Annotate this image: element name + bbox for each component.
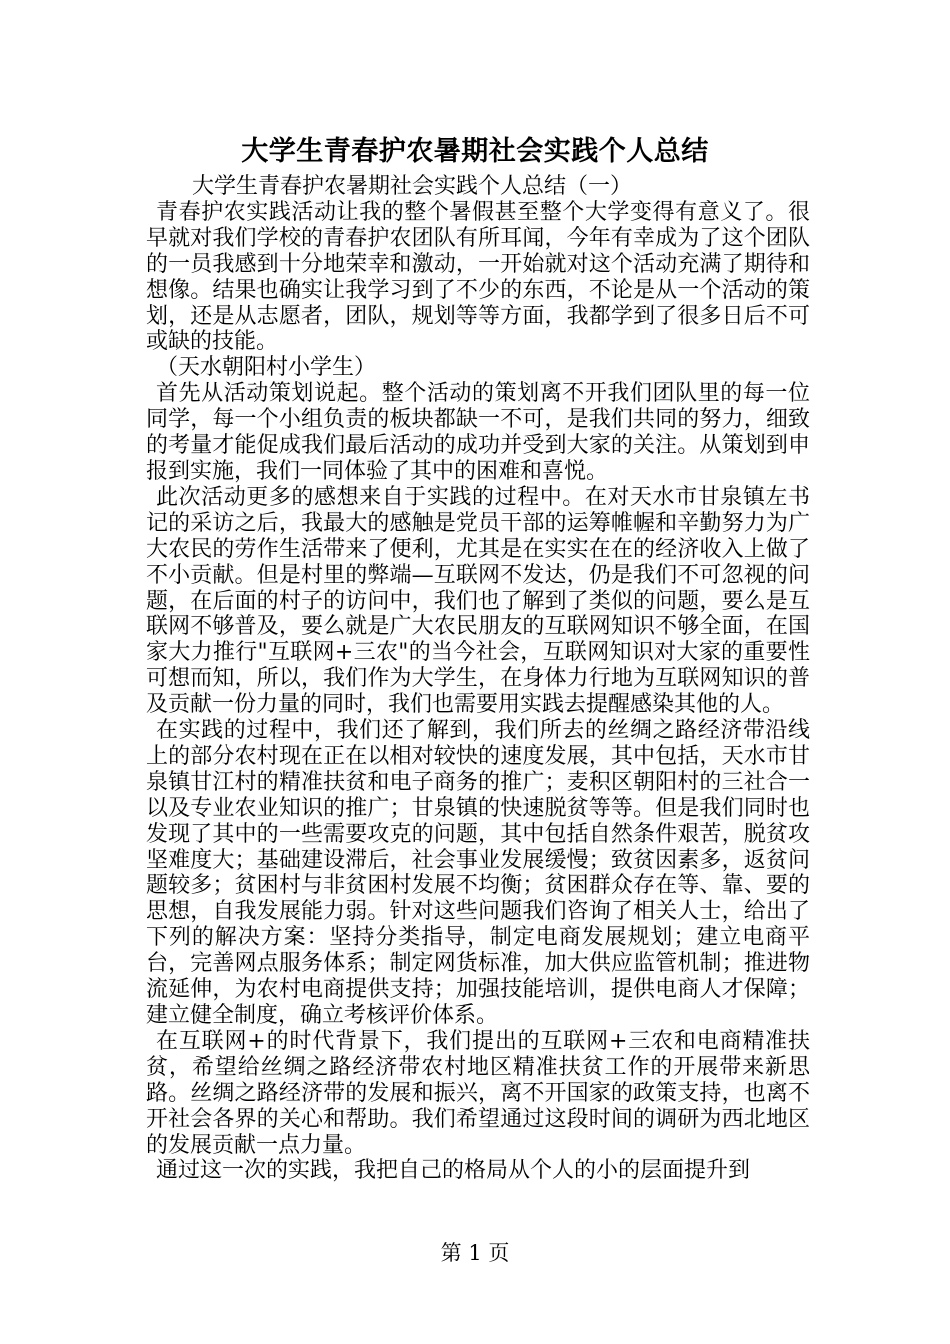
paragraph-6: 通过这一次的实践，我把自己的格局从个人的小的层面提升到 [156,1158,751,1184]
paragraph-4: 在实践的过程中，我们还了解到，我们所去的丝绸之路经济带沿线上的部分农村现在正在以相对较快的速度发展，其中包括，天水市甘泉镇甘江村的精准扶贫和电子商务的推广；麦积区朝阳村的三社合一以及专业农业知识的推广；甘泉镇的快速脱贫等等。但是我们同时也发现了其中的一些需要攻克的问题，其中包括自然条件艰苦，脱贫攻坚难度大；基础建设滞后，社会事业发展缓慢；致贫因素多，返贫问题较多；贫困村与非贫困村发展不均衡；贫困群众存在等、靠、要的思想，自我发展能力弱。针对这些问题我们咨询了相关人士，给出了下列的解决方案：坚持分类指导，制定电商发展规划；建立电商平台，完善网点服务体系；制定网货标准，加大供应监管机制；推进物流延伸，为农村电商提供支持；加强技能培训，提供电商人才保障；建立健全制度，确立考核评价体系。 [146,718,810,1028]
paragraph-2: 首先从活动策划说起。整个活动的策划离不开我们团队里的每一位同学，每一个小组负责的板块都缺一不可，是我们共同的努力，细致的考量才能促成我们最后活动的成功并受到大家的关注。从策划到申报到实施，我们一同体验了其中的困难和喜悦。 [146,381,810,484]
paragraph-5: 在互联网+的时代背景下，我们提出的互联网+三农和电商精准扶贫，希望给丝绸之路经济带农村地区精准扶贫工作的开展带来新思路。丝绸之路经济带的发展和振兴，离不开国家的政策支持，也离不开社会各界的关心和帮助。我们希望通过这段时间的调研为西北地区的发展贡献一点力量。 [146,1028,810,1158]
photo-caption: （天水朝阳村小学生） [156,355,377,381]
document-title: 大学生青春护农暑期社会实践个人总结 [241,136,709,167]
document-body [146,174,810,1184]
paragraph-3: 此次活动更多的感想来自于实践的过程中。在对天水市甘泉镇左书记的采访之后，我最大的感触是党员干部的运筹帷幄和辛勤努力为广大农民的劳作生活带来了便利，尤其是在实实在在的经济收入上做了不小贡献。但是村里的弊端—互联网不发达，仍是我们不可忽视的问题，在后面的村子的访问中，我们也了解到了类似的问题，要么是互联网不够普及，要么就是广大农民朋友的互联网知识不够全面，在国家大力推行"互联网+三农"的当今社会，互联网知识对大家的重要性可想而知，所以，我们作为大学生，在身体力行地为互联网知识的普及贡献一份力量的同时，我们也需要用实践去提醒感染其他的人。 [146,484,810,718]
page-number: 第 1 页 [440,1241,510,1265]
section-heading: 大学生青春护农暑期社会实践个人总结（一） [192,174,633,199]
paragraph-1: 青春护农实践活动让我的整个暑假甚至整个大学变得有意义了。很早就对我们学校的青春护农团队有所耳闻，今年有幸成为了这个团队的一员我感到十分地荣幸和激动，一开始就对这个活动充满了期待和想像。结果也确实让我学习到了不少的东西，不论是从一个活动的策划，还是从志愿者，团队，规划等等方面，我都学到了很多日后不可或缺的技能。 [146,199,810,355]
